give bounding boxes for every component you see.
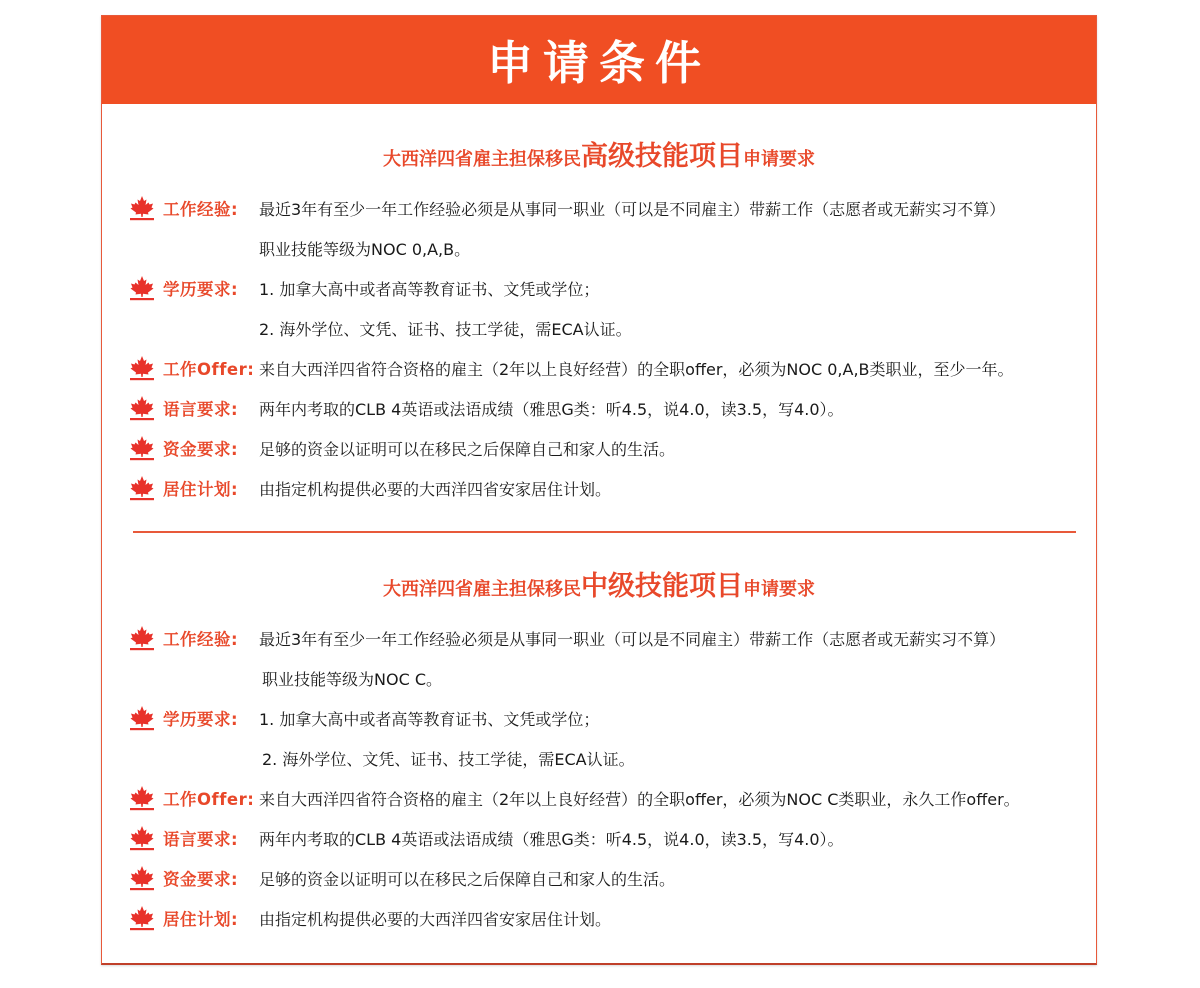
section-heading-intermediate-skill <box>102 564 1096 603</box>
maple-leaf-canada-icon <box>129 865 155 891</box>
row-text: 两年内考取的CLB 4英语或法语成绩（雅思G类：听4.5，说4.0，读3.5，写4.0）。 <box>259 399 844 419</box>
list-item <box>129 354 1014 382</box>
row-text: 由指定机构提供必要的大西洋四省安家居住计划。 <box>259 479 612 499</box>
heading-prefix: 大西洋四省雇主担保移民 <box>383 579 581 600</box>
heading-suffix: 申请要求 <box>743 149 815 170</box>
row-label: 居住计划: <box>163 910 239 929</box>
list-item <box>129 194 1005 222</box>
row-label: 工作Offer: <box>163 790 255 809</box>
maple-leaf-canada-icon <box>129 785 155 811</box>
heading-highlight: 中级技能项目 <box>581 571 743 602</box>
row-text: 来自大西洋四省符合资格的雇主（2年以上良好经营）的全职offer，必须为NOC C类职业，永久工作offer。 <box>259 789 1020 809</box>
maple-leaf-canada-icon <box>129 825 155 851</box>
maple-leaf-canada-icon <box>129 275 155 301</box>
row-label: 资金要求: <box>163 440 239 459</box>
maple-leaf-canada-icon <box>129 355 155 381</box>
row-text: 1. 加拿大高中或者高等教育证书、文凭或学位； <box>259 709 600 729</box>
maple-leaf-canada-icon <box>129 705 155 731</box>
heading-suffix: 申请要求 <box>743 579 815 600</box>
maple-leaf-canada-icon <box>129 195 155 221</box>
row-text: 2. 海外学位、文凭、证书、技工学徒，需ECA认证。 <box>262 749 635 769</box>
row-label: 语言要求: <box>163 400 239 419</box>
row-label: 学历要求: <box>163 280 239 299</box>
row-text: 职业技能等级为NOC C。 <box>262 669 442 689</box>
maple-leaf-canada-icon <box>129 475 155 501</box>
row-label: 工作经验: <box>163 630 239 649</box>
list-item <box>262 664 442 692</box>
heading-prefix: 大西洋四省雇主担保移民 <box>383 149 581 170</box>
row-text: 2. 海外学位、文凭、证书、技工学徒，需ECA认证。 <box>259 319 632 339</box>
maple-leaf-canada-icon <box>129 905 155 931</box>
list-item <box>129 904 611 932</box>
list-item <box>129 704 599 732</box>
row-text: 1. 加拿大高中或者高等教育证书、文凭或学位； <box>259 279 600 299</box>
row-text: 职业技能等级为NOC 0,A,B。 <box>259 239 471 259</box>
list-item <box>259 314 632 342</box>
row-text: 最近3年有至少一年工作经验必须是从事同一职业（可以是不同雇主）带薪工作（志愿者或无薪实习不算） <box>259 199 1006 219</box>
row-text: 足够的资金以证明可以在移民之后保障自己和家人的生活。 <box>259 869 676 889</box>
row-text: 足够的资金以证明可以在移民之后保障自己和家人的生活。 <box>259 439 676 459</box>
list-item <box>129 434 675 462</box>
list-item <box>262 744 635 772</box>
list-item <box>129 474 611 502</box>
list-item <box>129 624 1005 652</box>
row-text: 两年内考取的CLB 4英语或法语成绩（雅思G类：听4.5，说4.0，读3.5，写4.0）。 <box>259 829 844 849</box>
row-label: 学历要求: <box>163 710 239 729</box>
row-label: 居住计划: <box>163 480 239 499</box>
list-item <box>129 274 599 302</box>
heading-highlight: 高级技能项目 <box>581 141 743 172</box>
section-heading-high-skill <box>102 134 1096 173</box>
list-item <box>129 784 1020 812</box>
row-text: 最近3年有至少一年工作经验必须是从事同一职业（可以是不同雇主）带薪工作（志愿者或无薪实习不算） <box>259 629 1006 649</box>
maple-leaf-canada-icon <box>129 625 155 651</box>
list-item <box>129 824 844 852</box>
section-divider <box>133 531 1076 533</box>
row-label: 工作经验: <box>163 200 239 219</box>
maple-leaf-canada-icon <box>129 395 155 421</box>
row-text: 来自大西洋四省符合资格的雇主（2年以上良好经营）的全职offer，必须为NOC 0,A,B类职业，至少一年。 <box>259 359 1014 379</box>
row-text: 由指定机构提供必要的大西洋四省安家居住计划。 <box>259 909 612 929</box>
list-item <box>259 234 470 262</box>
maple-leaf-canada-icon <box>129 435 155 461</box>
list-item <box>129 864 675 892</box>
row-label: 资金要求: <box>163 870 239 889</box>
banner-title: 申请条件 <box>487 36 711 90</box>
requirements-card <box>101 15 1097 965</box>
row-label: 工作Offer: <box>163 360 255 379</box>
banner <box>102 16 1096 104</box>
row-label: 语言要求: <box>163 830 239 849</box>
list-item <box>129 394 844 422</box>
